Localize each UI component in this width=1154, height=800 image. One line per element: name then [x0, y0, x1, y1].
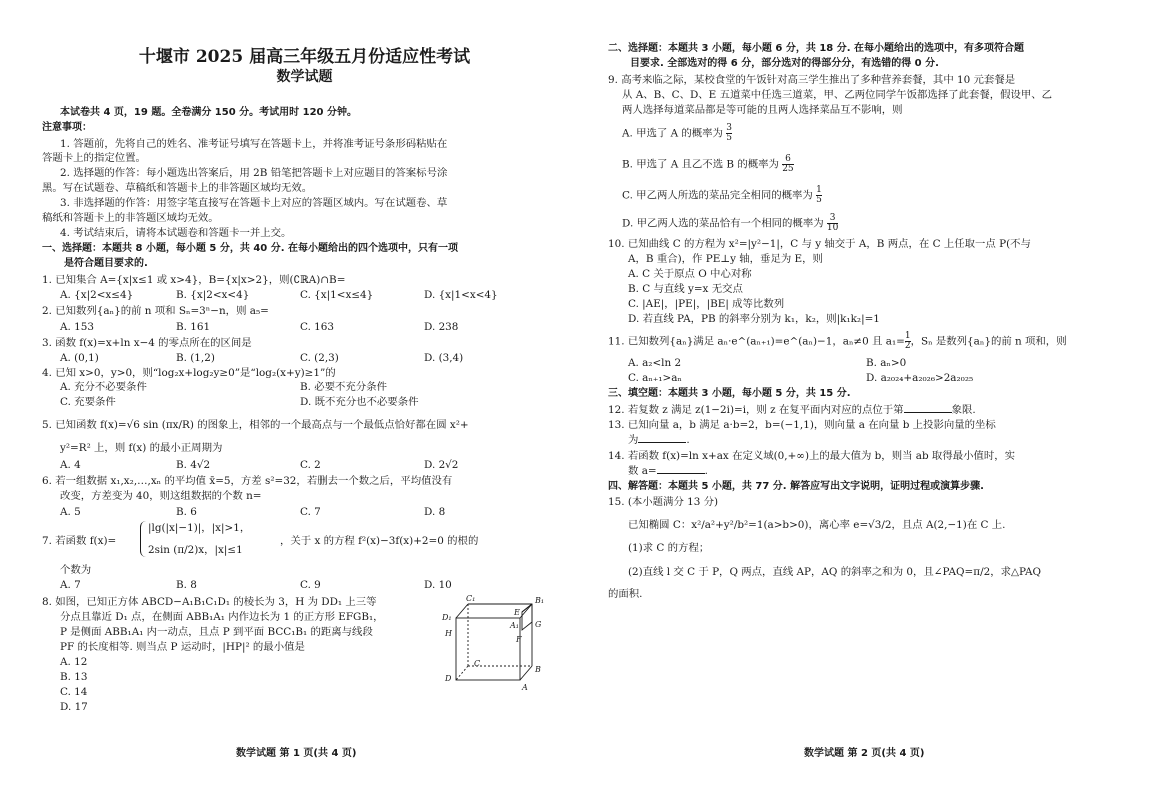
fraction: $\frac{1}{2}$	[904, 331, 911, 351]
question-9-stem: 9. 高考来临之际，某校食堂的午饭针对高三学生推出了多种营养套餐，其中 10 元套餐是	[608, 74, 1016, 86]
label-a1: A₁	[510, 621, 519, 630]
cube-figure	[440, 592, 565, 700]
label-h: H	[445, 629, 452, 638]
label-c1: C₁	[466, 594, 476, 603]
option-b: B. 161	[176, 321, 211, 333]
option-c: C. 9	[300, 579, 321, 591]
question-7-piece-1: |lg(|x|−1)|，|x|>1，	[148, 522, 251, 534]
question-5-stem-cont: y²=R² 上，则 f(x) 的最小正周期为	[60, 442, 223, 454]
intro-summary: 本试卷共 4 页，19 题。全卷满分 150 分。考试用时 120 分钟。	[60, 107, 357, 118]
fraction: $\frac{3}{10}$	[826, 213, 839, 233]
question-8-stem-cont: PF 的长度相等. 则当点 P 运动时，|HP|² 的最小值是	[60, 641, 305, 653]
question-6-stem: 6. 若一组数据 x₁,x₂,…,xₙ 的平均值 x̄=5，方差 s²=32，若删去一个数之后，平均值没有	[42, 475, 453, 487]
section-1-heading-cont: 是符合题目要求的.	[64, 258, 148, 269]
question-15-given: 已知椭圆 C：x²/a²+y²/b²=1(a>b>0)，离心率 e=√3/2，且点 A(2,−1)在 C 上.	[628, 519, 1006, 531]
option-a: A. C 关于原点 O 中心对称	[628, 268, 752, 280]
section-4-heading: 四、解答题：本题共 5 小题，共 77 分. 解答应写出文字说明，证明过程或演算步骤.	[608, 481, 984, 492]
option-a: A. (0,1)	[60, 352, 99, 364]
option-d: D. 8	[424, 506, 446, 518]
option-d: D. 2√2	[424, 459, 459, 471]
question-10-stem-cont: A，B 重合)，作 PE⊥y 轴，垂足为 E，则	[628, 253, 823, 265]
question-15-head: 15. (本小题满分 13 分)	[608, 496, 719, 508]
question-7-tail: ，关于 x 的方程 f²(x)−3f(x)+2=0 的根的	[280, 535, 479, 547]
option-c: C. 充要条件	[60, 396, 116, 408]
question-9-stem-cont: 两人选择每道菜品都是等可能的且两人选择菜品互不影响，则	[622, 104, 903, 116]
option-b: B. C 与直线 y=x 无交点	[628, 283, 743, 295]
option-a: A. 充分不必要条件	[60, 381, 147, 393]
question-13-stem: 13. 已知向量 a，b 满足 a·b=2，b=(−1,1)，则向量 a 在向量 b 上投影向量的坐标	[608, 419, 996, 431]
label-a: A	[522, 683, 528, 692]
option-d: D. {x|1<x<4}	[424, 289, 498, 301]
option-a: A. 12	[60, 656, 88, 668]
notice-item: 黑。写在试题卷、草稿纸和答题卡上的非答题区域均无效。	[42, 182, 313, 194]
label-b1: B₁	[535, 596, 545, 605]
answer-blank	[657, 464, 705, 474]
question-3-stem: 3. 函数 f(x)=x+ln x−4 的零点所在的区间是	[42, 337, 252, 349]
section-3-heading: 三、填空题：本题共 3 小题，每小题 5 分，共 15 分.	[608, 388, 851, 399]
option-d: D. (3,4)	[424, 352, 464, 364]
question-10-stem: 10. 已知曲线 C 的方程为 x²=|y²−1|，C 与 y 轴交于 A，B 两点，在 C 上任取一点 P(不与	[608, 238, 1031, 250]
notice-item: 3. 非选择题的作答：用签字笔直接写在答题卡上对应的答题区域内。写在试题卷、草	[60, 197, 448, 209]
question-15-part-2-cont: 的面积.	[608, 588, 643, 600]
option-a: A. 153	[60, 321, 94, 333]
option-d: D. a₂₀₂₄+a₂₀₂₆>2a₂₀₂₅	[866, 372, 974, 384]
option-d: D. 若直线 PA，PB 的斜率分别为 k₁，k₂，则|k₁k₂|=1	[628, 313, 880, 325]
label-c: C	[474, 659, 481, 668]
fraction: $\frac{3}{5}$	[726, 123, 732, 143]
section-2-heading-cont: 目要求. 全部选对的得 6 分，部分选对的得部分分，有选错的得 0 分.	[630, 58, 939, 69]
option-b: B. 8	[176, 579, 197, 591]
label-d: D	[445, 674, 452, 683]
option-c: C. 甲乙两人所选的菜品完全相同的概率为 $\frac{1}{5}$	[622, 185, 822, 205]
option-d: D. 10	[424, 579, 452, 591]
option-b: B. 甲选了 A 且乙不选 B 的概率为 $\frac{6}{25}$	[622, 154, 794, 174]
question-9-stem-cont: 从 A、B、C、D、E 五道菜中任选三道菜，甲、乙两位同学午饭都选择了此套餐，假设甲、乙	[622, 89, 1053, 101]
exam-title: 十堰市 2025 届高三年级五月份适应性考试	[138, 47, 471, 67]
page-footer-left: 数学试题 第 1 页(共 4 页)	[236, 748, 357, 759]
option-b: B. 6	[176, 506, 197, 518]
page-footer-right: 数学试题 第 2 页(共 4 页)	[804, 748, 925, 759]
notice-item: 稿纸和答题卡上的非答题区域均无效。	[42, 212, 219, 224]
notice-item: 1. 答题前，先将自己的姓名、准考证号填写在答题卡上，并将准考证号条形码粘贴在	[60, 138, 448, 150]
option-c: C. (2,3)	[300, 352, 339, 364]
option-b: B. 4√2	[176, 459, 211, 471]
label-d1: D₁	[442, 613, 452, 622]
label-b: B	[535, 665, 541, 674]
question-14-stem: 14. 若函数 f(x)=ln x+ax 在定义域(0,+∞)上的最大值为 b，则当 ab 取得最小值时，实	[608, 450, 1016, 462]
question-8-stem-cont: 分点且靠近 D₁ 点，在侧面 ABB₁A₁ 内作边长为 1 的正方形 EFGB₁，	[60, 611, 384, 623]
option-a: A. a₂<ln 2	[628, 357, 682, 369]
option-b: B. {x|2<x<4}	[176, 289, 250, 301]
question-5-stem: 5. 已知函数 f(x)=√6 sin (πx/R) 的图象上，相邻的一个最高点与一个最低点恰好都在圆 x²+	[42, 419, 469, 431]
notice-heading: 注意事项：	[42, 122, 92, 133]
option-c: C. {x|1<x≤4}	[300, 289, 374, 301]
option-b: B. (1,2)	[176, 352, 215, 364]
question-7-lead: 7. 若函数 f(x)=	[42, 535, 117, 547]
question-1-stem: 1. 已知集合 A={x|x≤1 或 x>4}，B={x|x>2}，则(∁ℝA)∩B=	[42, 274, 346, 286]
section-2-heading: 二、选择题：本题共 3 小题，每小题 6 分，共 18 分. 在每小题给出的选项中，有多项符合题	[608, 43, 1025, 54]
label-e: E	[514, 608, 520, 617]
answer-blank	[638, 433, 686, 443]
option-c: C. 14	[60, 686, 88, 698]
option-c: C. 163	[300, 321, 335, 333]
option-a: A. 4	[60, 459, 81, 471]
question-6-stem-cont: 改变，方差变为 40，则这组数据的个数 n=	[60, 490, 262, 502]
exam-subtitle: 数学试题	[276, 69, 333, 85]
notice-item: 2. 选择题的作答：每小题选出答案后，用 2B 铅笔把答题卡上对应题目的答案标号涂	[60, 167, 448, 179]
option-d: D. 甲乙两人选的菜品恰有一个相同的概率为 $\frac{3}{10}$	[622, 213, 839, 233]
option-c: C. |AE|，|PE|，|BE| 成等比数列	[628, 298, 785, 310]
option-a: A. 甲选了 A 的概率为 $\frac{3}{5}$	[622, 123, 732, 143]
question-11-stem: 11. 已知数列{aₙ}满足 aₙ·e^(aₙ₊₁)=e^(aₙ)−1，aₙ≠0 且 a₁= $\frac{1}{2}$ ，Sₙ 是数列{aₙ}的前 n 项和，则	[608, 331, 1067, 351]
answer-blank	[904, 403, 952, 413]
option-a: A. 5	[60, 506, 81, 518]
question-13-stem-cont: 为 .	[628, 434, 690, 446]
option-c: C. aₙ₊₁>aₙ	[628, 372, 682, 384]
fraction: $\frac{6}{25}$	[782, 154, 794, 174]
question-4-stem: 4. 已知 x>0，y>0，则“log₂x+log₂y≥0”是“log₂(x+y)≥1”的	[42, 367, 336, 379]
option-d: D. 既不充分也不必要条件	[300, 396, 419, 408]
label-g: G	[535, 620, 542, 629]
option-a: A. {x|2<x≤4}	[60, 289, 134, 301]
section-1-heading: 一、选择题：本题共 8 小题，每小题 5 分，共 40 分. 在每小题给出的四个选项中，只有一项	[42, 243, 459, 254]
option-d: D. 17	[60, 701, 88, 713]
option-c: C. 2	[300, 459, 321, 471]
option-a: A. 7	[60, 579, 81, 591]
question-8-stem: 8. 如图，已知正方体 ABCD−A₁B₁C₁D₁ 的棱长为 3，H 为 DD₁ 上三等	[42, 596, 377, 608]
question-15-part-1: (1)求 C 的方程；	[628, 542, 710, 554]
question-8-stem-cont: P 是侧面 ABB₁A₁ 内一动点，且点 P 到平面 BCC₁B₁ 的距离与线段	[60, 626, 373, 638]
question-14-stem-cont: 数 a= .	[628, 465, 708, 477]
question-7-piece-2: 2sin (π/2)x，|x|≤1	[148, 544, 243, 556]
option-b: B. 13	[60, 671, 88, 683]
option-d: D. 238	[424, 321, 459, 333]
option-b: B. aₙ>0	[866, 357, 907, 369]
fraction: $\frac{1}{5}$	[816, 185, 822, 205]
question-12: 12. 若复数 z 满足 z(1−2i)=i，则 z 在复平面内对应的点位于第 象限.	[608, 404, 976, 416]
question-15-part-2: (2)直线 l 交 C 于 P，Q 两点，直线 AP，AQ 的斜率之和为 0，且∠PAQ=π/2，求△PAQ	[628, 566, 1042, 578]
question-7-stem-cont: 个数为	[60, 564, 92, 576]
option-b: B. 必要不充分条件	[300, 381, 387, 393]
option-c: C. 7	[300, 506, 321, 518]
piecewise-brace	[140, 521, 147, 557]
question-2-stem: 2. 已知数列{aₙ}的前 n 项和 Sₙ=3ⁿ−n，则 a₅=	[42, 305, 269, 317]
notice-item: 答题卡上的指定位置。	[42, 152, 146, 164]
notice-item: 4. 考试结束后，请将本试题卷和答题卡一并上交。	[60, 227, 292, 239]
label-f: F	[516, 635, 522, 644]
